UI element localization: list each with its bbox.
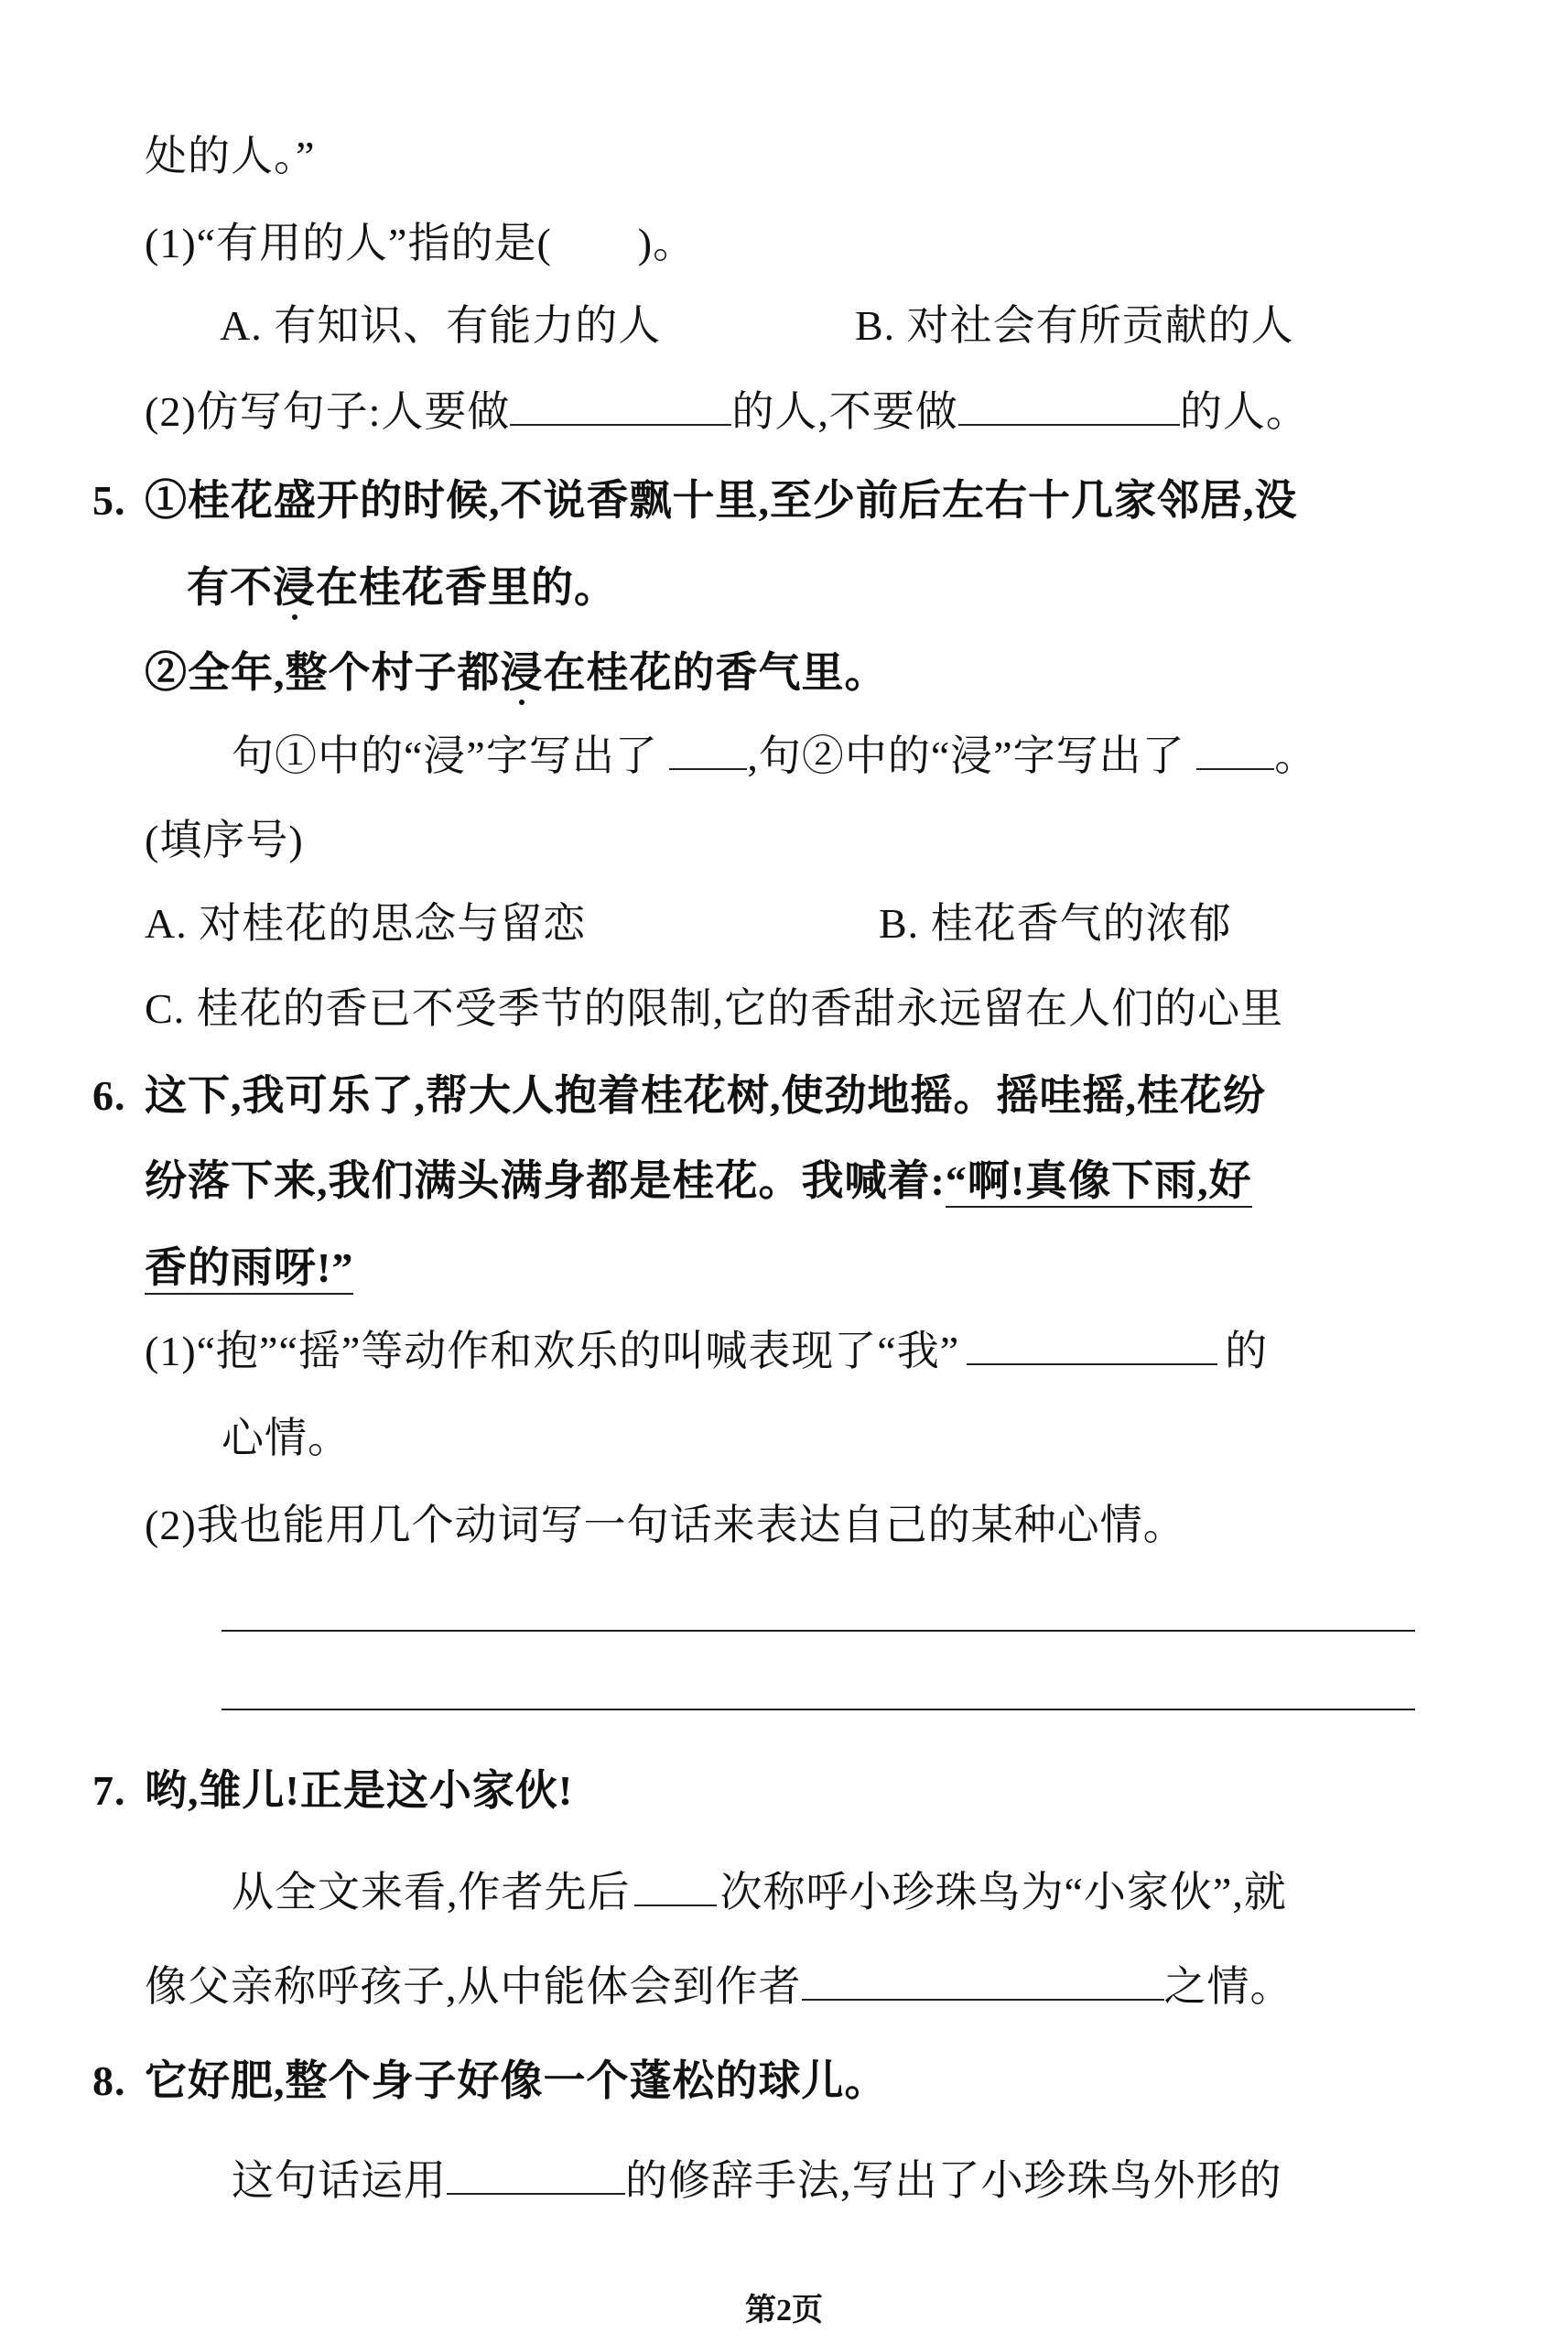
q6-sub1	[145, 1323, 1268, 1379]
q5-number: 5.	[92, 477, 126, 524]
underlined-quote: “啊!真像下雨,好	[946, 1157, 1252, 1208]
q7-number: 7.	[92, 1767, 126, 1814]
q5-text: 有不	[187, 564, 273, 611]
q5-text: 句①中的“浸”字写出了	[232, 732, 658, 779]
answer-line[interactable]	[222, 1630, 1415, 1632]
q7-text: 从全文来看,作者先后	[232, 1869, 631, 1915]
answer-blank[interactable]	[510, 384, 731, 426]
q4-sub1	[145, 216, 696, 271]
q4-sub2-text: 的人。	[1179, 388, 1309, 435]
q8-question	[232, 2153, 1282, 2208]
answer-blank[interactable]	[669, 728, 747, 770]
emphasis-char: 浸	[500, 649, 544, 696]
q7-text: 之情。	[1163, 1963, 1293, 2010]
q4-option-a: A. 有知识、有能力的人	[220, 302, 662, 349]
answer-line[interactable]	[222, 1709, 1415, 1710]
q8-text: 这句话运用	[232, 2157, 447, 2204]
q4-sub1-label: (1)“有用的人”指的是(	[145, 220, 552, 266]
q7-line1: 哟,雏儿!正是这小家伙!	[145, 1767, 574, 1814]
q8-text: 的修辞手法,写出了小珍珠鸟外形的	[625, 2157, 1282, 2204]
q4-option-b: B. 对社会有所贡献的人	[855, 302, 1294, 349]
q4-sub2	[145, 384, 1309, 440]
answer-blank[interactable]	[967, 1323, 1217, 1365]
q6-line1: 这下,我可乐了,帮大人抱着桂花树,使劲地摇。摇哇摇,桂花纷	[145, 1072, 1266, 1119]
q6-line2	[145, 1154, 1252, 1209]
q6-text: (1)“抱”“摇”等动作和欢乐的叫喊表现了“我”	[145, 1328, 960, 1374]
q7-question-cont	[145, 1959, 1293, 2014]
q4-tail: 处的人。”	[145, 133, 316, 179]
q5-line1: ①桂花盛开的时候,不说香飘十里,至少前后左右十几家邻居,没	[145, 477, 1298, 524]
q4-sub2-text: (2)仿写句子:人要做	[145, 388, 511, 435]
q8-line1: 它好肥,整个身子好像一个蓬松的球儿。	[145, 2057, 888, 2104]
q5-text: 在桂花香里的。	[316, 564, 617, 611]
q7-text: 像父亲称呼孩子,从中能体会到作者	[145, 1963, 802, 2010]
q5-question	[232, 728, 1317, 784]
q5-hint: (填序号)	[145, 817, 304, 863]
q6-sub1-cont: 心情。	[222, 1415, 351, 1461]
q8-number: 8.	[92, 2057, 126, 2104]
q7-text: 次称呼小珍珠鸟为“小家伙”,就	[719, 1869, 1287, 1915]
q5-text: 在桂花的香气里。	[543, 649, 888, 696]
q5-line3	[145, 646, 888, 700]
q6-sub2: (2)我也能用几个动词写一句话来表达自己的某种心情。	[145, 1502, 1186, 1548]
underlined-quote: 香的雨呀!”	[145, 1244, 353, 1295]
q5-option-c: C. 桂花的香已不受季节的限制,它的香甜永远留在人们的心里	[145, 985, 1284, 1032]
q6-text: 纷落下来,我们满头满身都是桂花。我喊着:	[145, 1157, 946, 1204]
q4-sub1-answer-paren[interactable]: )。	[551, 220, 697, 266]
q5-text: 。	[1274, 732, 1318, 779]
q5-text: ,句②中的“浸”字写出了	[747, 732, 1185, 779]
answer-blank[interactable]	[447, 2153, 625, 2195]
q5-option-a: A. 对桂花的思念与留恋	[145, 900, 587, 947]
q5-line2	[187, 560, 617, 615]
q5-text: ②全年,整个村子都	[145, 649, 501, 696]
q6-text: 的	[1225, 1328, 1269, 1374]
answer-blank[interactable]	[1196, 728, 1274, 770]
q6-number: 6.	[92, 1072, 126, 1119]
page-number: 第2页	[745, 2294, 823, 2328]
emphasis-char: 浸	[273, 564, 316, 611]
answer-blank[interactable]	[802, 1959, 1164, 2001]
q7-question	[232, 1864, 1287, 1920]
answer-blank[interactable]	[634, 1864, 717, 1906]
q6-line3	[145, 1241, 353, 1296]
answer-blank[interactable]	[958, 384, 1180, 426]
q5-option-b: B. 桂花香气的浓郁	[879, 900, 1232, 947]
q4-sub2-text: 的人,不要做	[731, 388, 958, 435]
